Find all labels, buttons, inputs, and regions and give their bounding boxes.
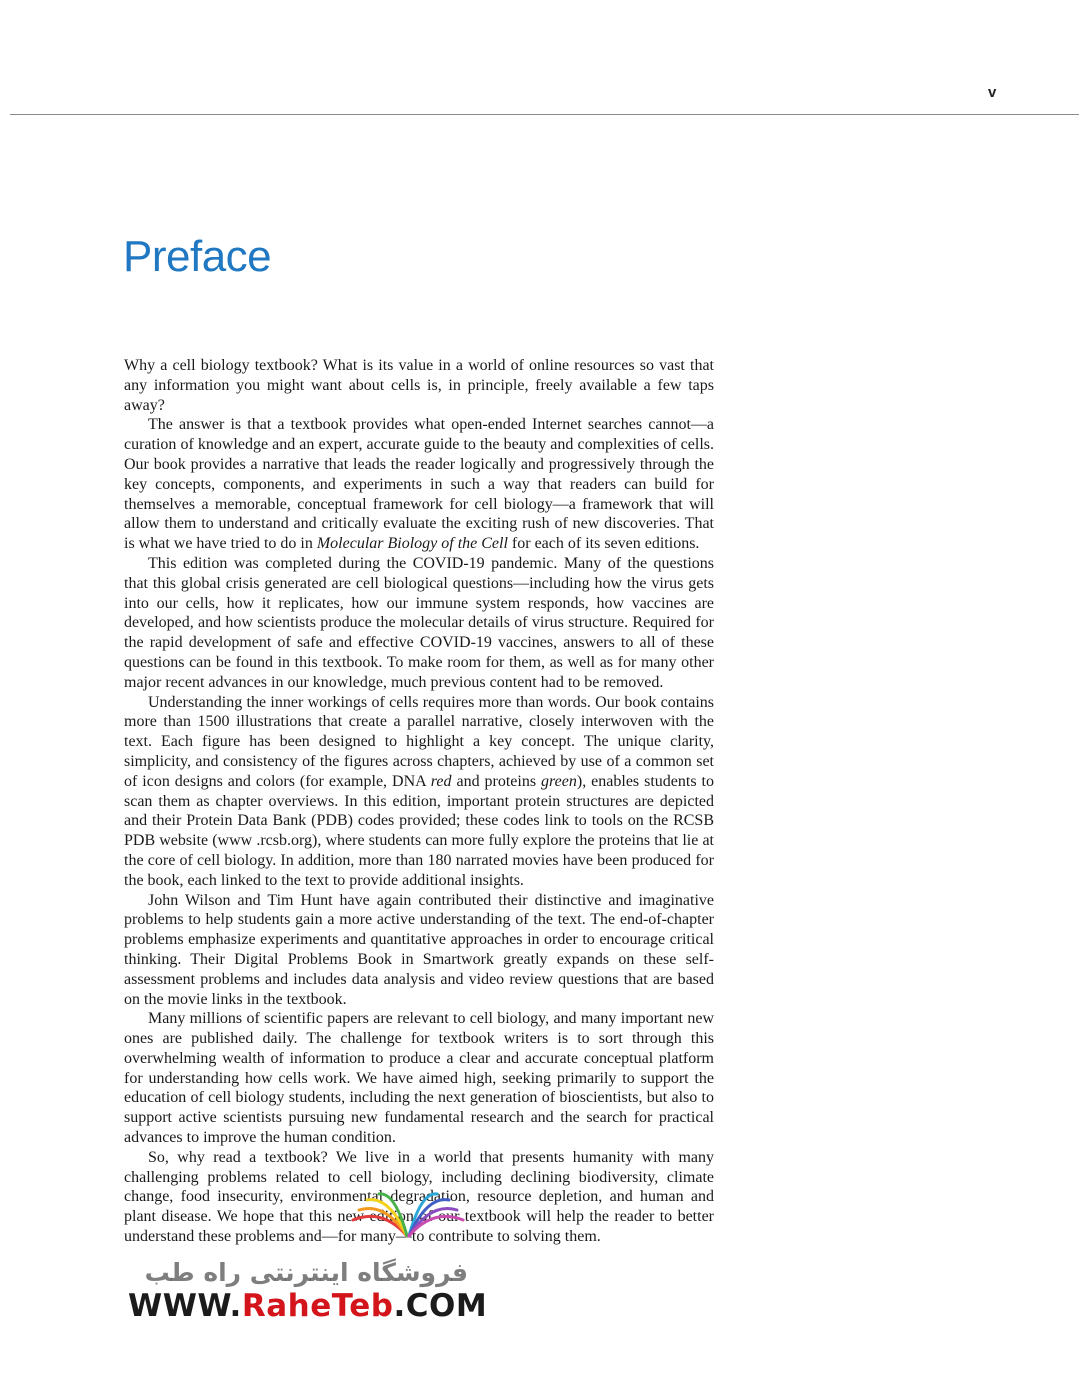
watermark-persian-text: فروشگاه اینترنتی راه طب bbox=[144, 1258, 468, 1287]
italic-run: green bbox=[541, 772, 577, 790]
text-run: ), enables students to scan them as chapter overviews. In this edition, important protein structures are depicted and their Protein Data Bank (PDB) codes provided; these codes link to tools on the RCSB PDB website (www .rcsb.org), where students can more fully explore the proteins that lie at the core of cell biology. In addition, more than 180 narrated movies have been produced for the book, each linked to the text to provide additional insights. bbox=[124, 772, 714, 889]
italic-run: red bbox=[430, 772, 452, 790]
text-run: The answer is that a textbook provides what open-ended Internet searches cannot—a curation of knowledge and an expert, accurate guide to the beauty and complexities of cells. Our book provides a narrative that leads the reader logically and progressively through the key concepts, components, and experiments in such a way that readers can build for themselves a memorable, conceptual framework for cell biology—a framework that will allow them to understand and critically evaluate the exciting rush of new discoveries. That is what we have tried to do in bbox=[124, 416, 714, 553]
text-run: Understanding the inner workings of cells requires more than words. Our book contains more than 1500 illustrations that create a parallel narrative, closely interwoven with the text. Each figure has been designed to highlight a key concept. The unique clarity, simplicity, and consistency of the figures across chapters, achieved by use of a common set of icon designs and colors (for example, DNA bbox=[124, 693, 714, 790]
watermark bbox=[128, 1190, 488, 1330]
paragraph-3 bbox=[124, 554, 714, 693]
preface-body bbox=[124, 356, 714, 1247]
text-run: So, why read a textbook? We live in a world that presents humanity with many challenging problems related to cell biology, including declining biodiversity, climate change, food insecurity, environmental degradation, resource depletion, and human and plant disease. We hope that this new edition of our textbook will help the reader to better understand these problems and—for many—to contribute to solving them. bbox=[124, 1148, 714, 1246]
watermark-site-url bbox=[128, 1288, 487, 1324]
header-rule bbox=[10, 114, 1079, 115]
text-run: This edition was completed during the COVID-19 pandemic. Many of the questions that this global crisis generated are cell biological questions—including how the virus gets into our cells, how it replicates, how our immune system responds, how vaccines are developed, and how scientists produce the molecular details of virus structure. Required for the rapid development of safe and effective COVID-19 vaccines, answers to all of these questions can be found in this textbook. To make room for them, as well as for many other major recent advances in our knowledge, much previous content had to be removed. bbox=[124, 554, 714, 691]
paragraph-4 bbox=[124, 693, 714, 891]
text-run: Why a cell biology textbook? What is its value in a world of online resources so vast that any information you might want about cells is, in principle, freely available a few taps away? bbox=[124, 357, 714, 414]
paragraph-6 bbox=[124, 1009, 714, 1148]
paragraph-1 bbox=[124, 356, 714, 415]
open-book-logo-icon bbox=[343, 1190, 473, 1240]
watermark-site-suffix: .COM bbox=[393, 1288, 488, 1324]
watermark-site-brand: RaheTeb bbox=[241, 1288, 394, 1324]
text-run: and proteins bbox=[451, 772, 542, 790]
paragraph-2 bbox=[124, 415, 714, 554]
text-run: John Wilson and Tim Hunt have again contributed their distinctive and imaginative problems to help students gain a more active understanding of the text. The end-of-chapter problems emphasize experiments and quantitative approaches in order to encourage critical thinking. Their Digital Problems Book in Smartwork greatly expands on these self-assessment problems and includes data analysis and video review questions that are based on the movie links in the textbook. bbox=[124, 891, 714, 1008]
text-run: Many millions of scientific papers are relevant to cell biology, and many important new ones are published daily. The challenge for textbook writers is to sort through this overwhelming wealth of information to produce a clear and accurate conceptual platform for understanding how cells work. We have aimed high, seeking primarily to support the education of cell biology students, including the next generation of bioscientists, but also to support active scientists pursuing new fundamental research and the search for practical advances to improve the human condition. bbox=[124, 1010, 714, 1147]
italic-run: Molecular Biology of the Cell bbox=[316, 535, 508, 553]
watermark-site-prefix: WWW. bbox=[128, 1288, 242, 1324]
paragraph-5 bbox=[124, 891, 714, 1010]
page-number: v bbox=[988, 84, 997, 101]
text-run: for each of its seven editions. bbox=[507, 535, 700, 553]
page-title: Preface bbox=[123, 232, 272, 281]
